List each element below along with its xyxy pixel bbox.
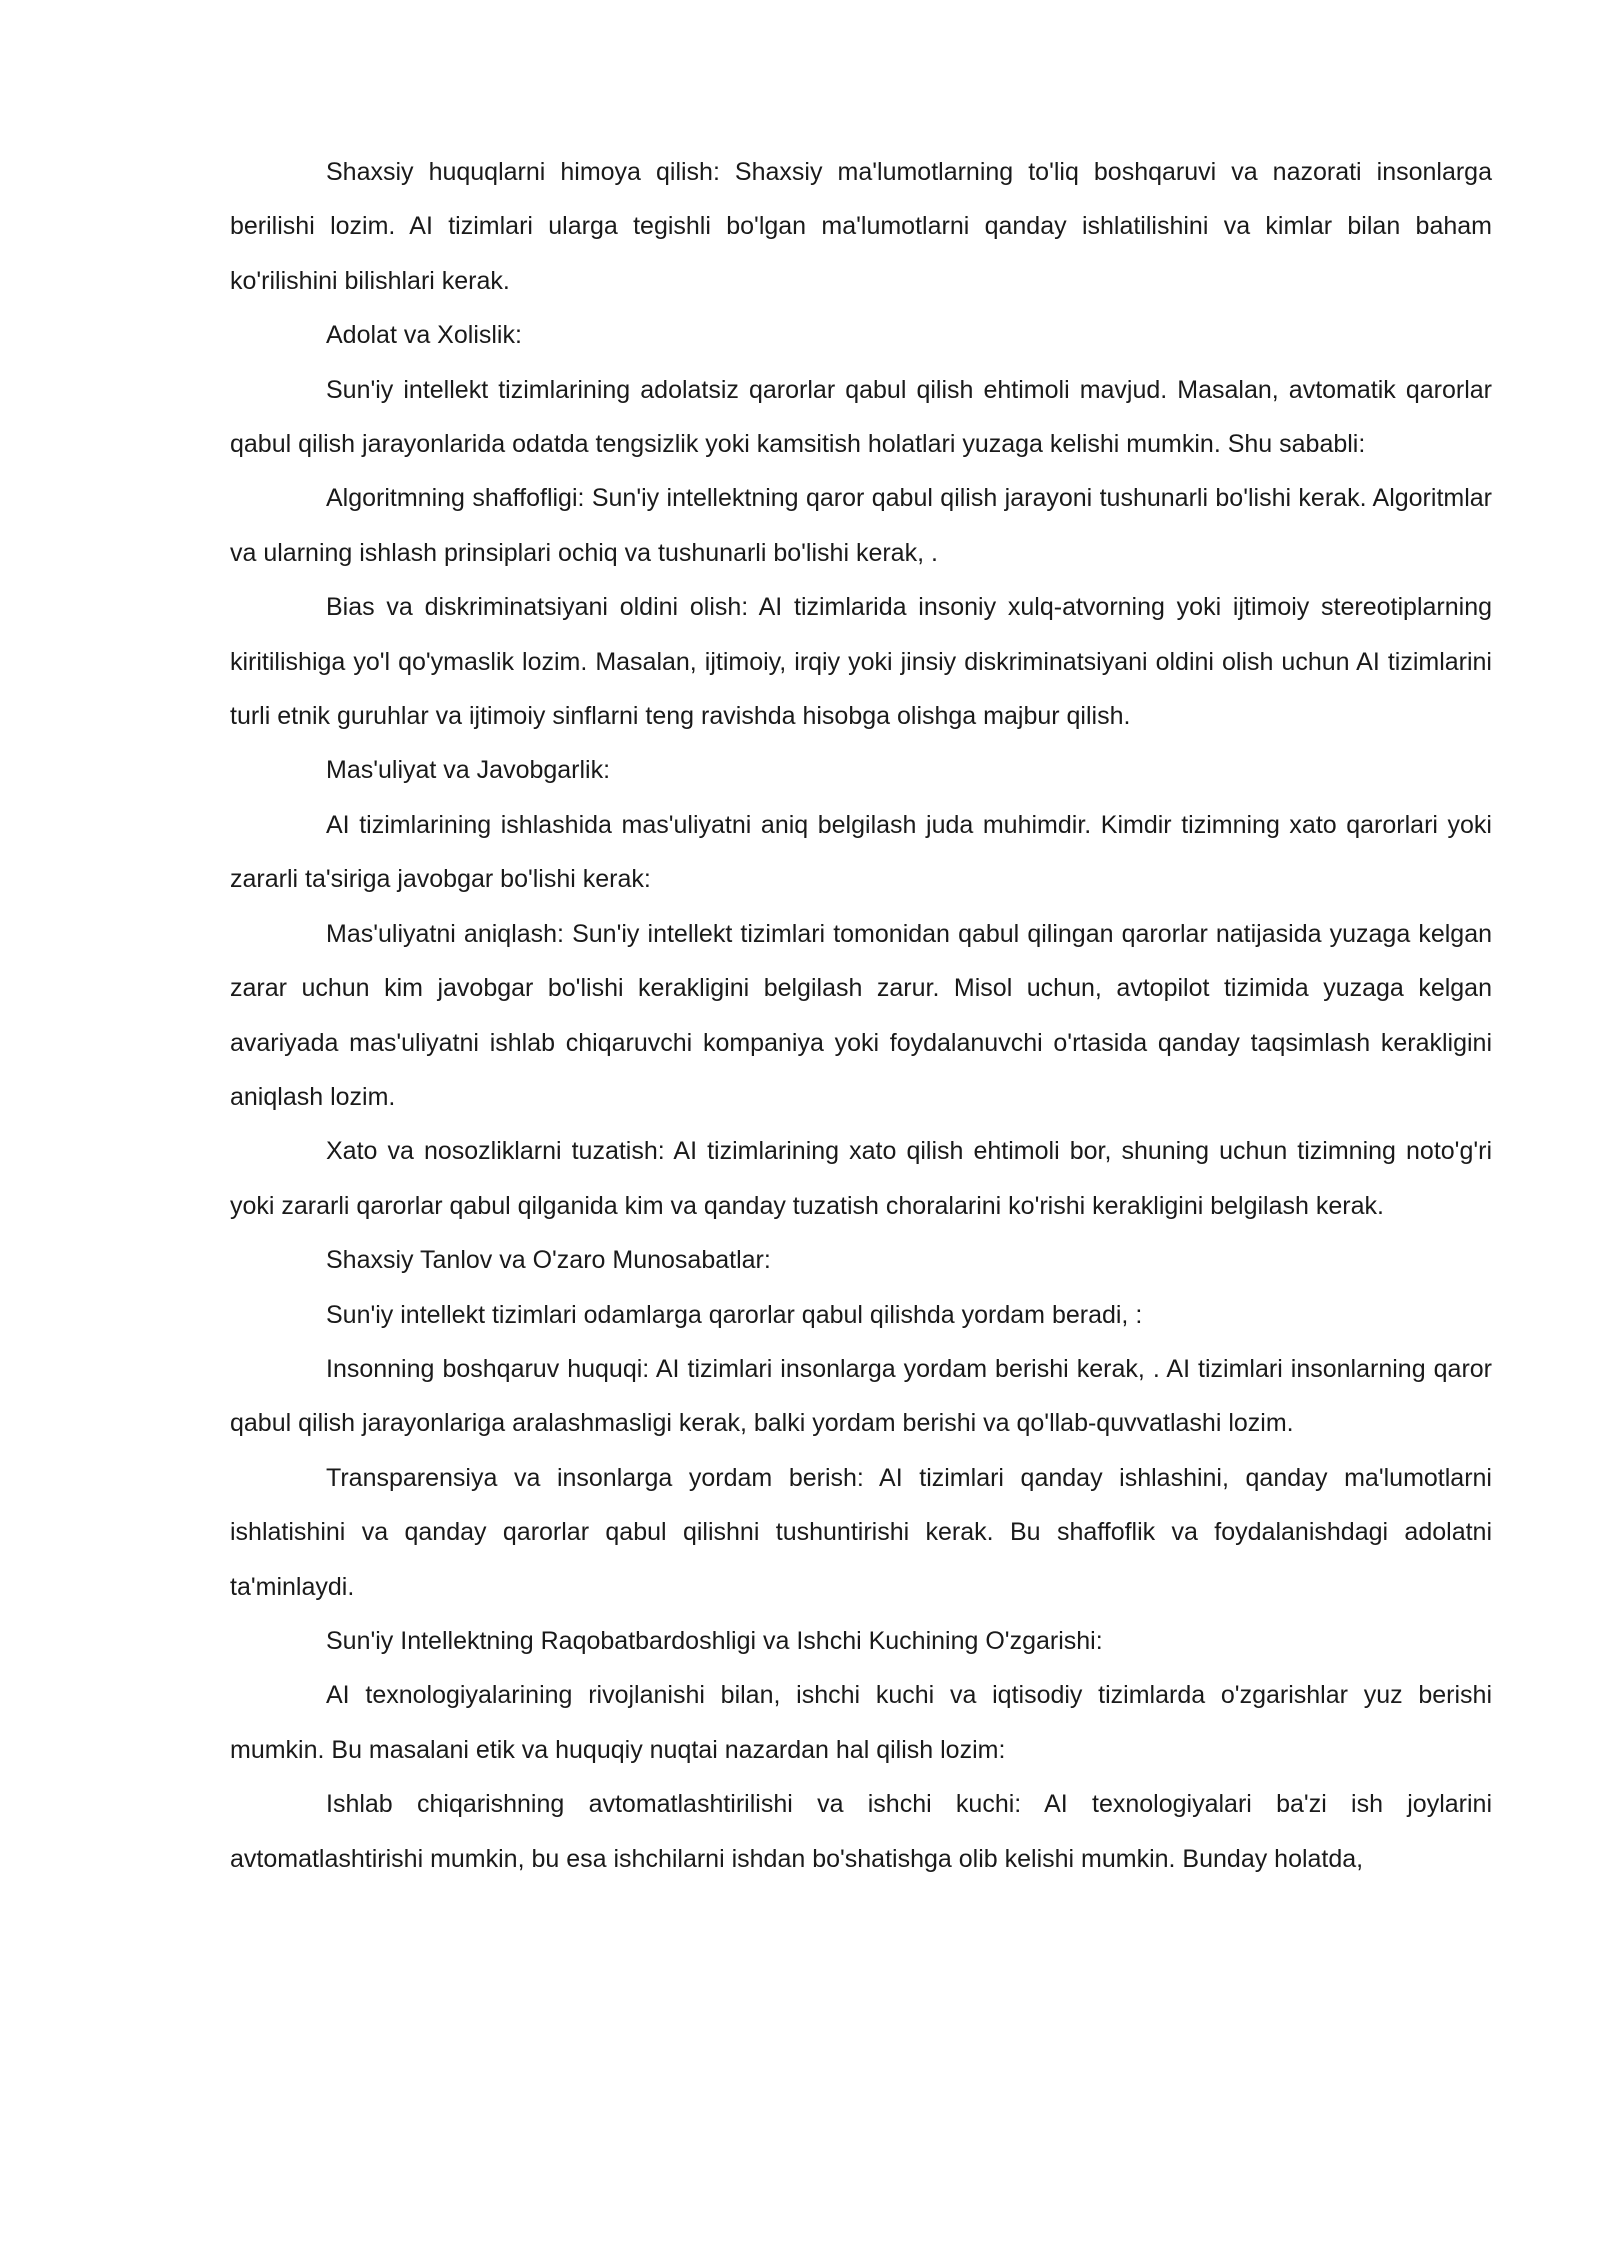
heading-responsibility: Mas'uliyat va Javobgarlik: xyxy=(326,756,611,785)
paragraph-privacy-rights: Shaxsiy huquqlarni himoya qilish: Shaxsiy ma'lumotlarning to'liq boshqaruvi va nazorati insonlarga berilishi lozim. AI tizimlari ularga tegishli bo'lgan ma'lumotlarni qanday ishlatilishini va kimlar bilan baham ko'rilishini bilishlari kerak. xyxy=(230,158,1492,295)
paragraph-error-correction: Xato va nosozliklarni tuzatish: AI tizimlarining xato qilish ehtimoli bor, shuning uchun tizimning noto'g'ri yoki zararli qarorlar qabul qilganida kim va qanday tuzatish choralarini ko'rishi kerakligini belgilash kerak. xyxy=(230,1137,1492,1220)
paragraph-fairness-intro: Sun'iy intellekt tizimlarining adolatsiz qarorlar qabul qilish ehtimoli mavjud. Masalan, avtomatik qarorlar qabul qilish jarayonlarida odatda tengsizlik yoki kamsitish holatlari yuzaga kelishi mumkin. Shu sababli: xyxy=(230,375,1492,459)
paragraph-defining-responsibility: Mas'uliyatni aniqlash: Sun'iy intellekt tizimlari tomonidan qabul qilingan qarorlar natijasida yuzaga kelgan zarar uchun kim javobgar bo'lishi kerakligini belgilash zarur. Misol uchun, avtopilot tizimida yuzaga kelgan avariyada mas'uliyatni ishlab chiqaruvchi kompaniya yoki foydalanuvchi o'rtasida qanday taqsimlash kerakligini aniqlash lozim. xyxy=(230,919,1492,1111)
paragraph-algorithm-transparency: Algoritmning shaffofligi: Sun'iy intellektning qaror qabul qilish jarayoni tushunarli bo'lishi kerak. Algoritmlar va ularning ishlash prinsiplari ochiq va tushunarli bo'lishi kerak, . xyxy=(230,484,1492,567)
paragraph-automation-workforce: Ishlab chiqarishning avtomatlashtirilishi va ishchi kuchi: AI texnologiyalari ba'zi ish joylarini avtomatlashtirishi mumkin, bu esa ishchilarni ishdan bo'shatishga olib kelishi mumkin. Bunday holatda, xyxy=(230,1790,1492,1873)
heading-personal-choice: Shaxsiy Tanlov va O'zaro Munosabatlar: xyxy=(326,1246,771,1275)
heading-fairness: Adolat va Xolislik: xyxy=(326,321,522,350)
paragraph-transparency-assistance: Transparensiya va insonlarga yordam berish: AI tizimlari qanday ishlashini, qanday ma'lumotlarni ishlatishini va qanday qarorlar qabul qilishni tushuntirishi kerak. Bu shaffoflik va foydalanishdagi adolatni ta'minlaydi. xyxy=(230,1463,1492,1601)
document-page xyxy=(230,145,1492,1886)
paragraph-responsibility-intro: AI tizimlarining ishlashida mas'uliyatni aniq belgilash juda muhimdir. Kimdir tizimning xato qarorlari yoki zararli ta'siriga javobgar bo'lishi kerak: xyxy=(230,810,1492,894)
paragraph-personal-choice-intro: Sun'iy intellekt tizimlari odamlarga qarorlar qabul qilishda yordam beradi, : xyxy=(326,1300,1143,1329)
paragraph-workforce-intro: AI texnologiyalarining rivojlanishi bilan, ishchi kuchi va iqtisodiy tizimlarda o'zgarishlar yuz berishi mumkin. Bu masalani etik va huquqiy nuqtai nazardan hal qilish lozim: xyxy=(230,1681,1492,1764)
heading-competitiveness-workforce: Sun'iy Intellektning Raqobatbardoshligi va Ishchi Kuchining O'zgarishi: xyxy=(326,1626,1103,1655)
paragraph-bias-prevention: Bias va diskriminatsiyani oldini olish: AI tizimlarida insoniy xulq-atvorning yoki ijtimoiy stereotiplarning kiritilishiga yo'l qo'ymaslik lozim. Masalan, ijtimoiy, irqiy yoki jinsiy diskriminatsiyani oldini olish uchun AI tizimlarini turli etnik guruhlar va ijtimoiy sinflarni teng ravishda hisobga olishga majbur qilish. xyxy=(230,593,1492,731)
paragraph-human-control: Insonning boshqaruv huquqi: AI tizimlari insonlarga yordam berishi kerak, . AI tizimlari insonlarning qaror qabul qilish jarayonlariga aralashmasligi kerak, balki yordam berishi va qo'llab-quvvatlashi lozim. xyxy=(230,1354,1492,1438)
